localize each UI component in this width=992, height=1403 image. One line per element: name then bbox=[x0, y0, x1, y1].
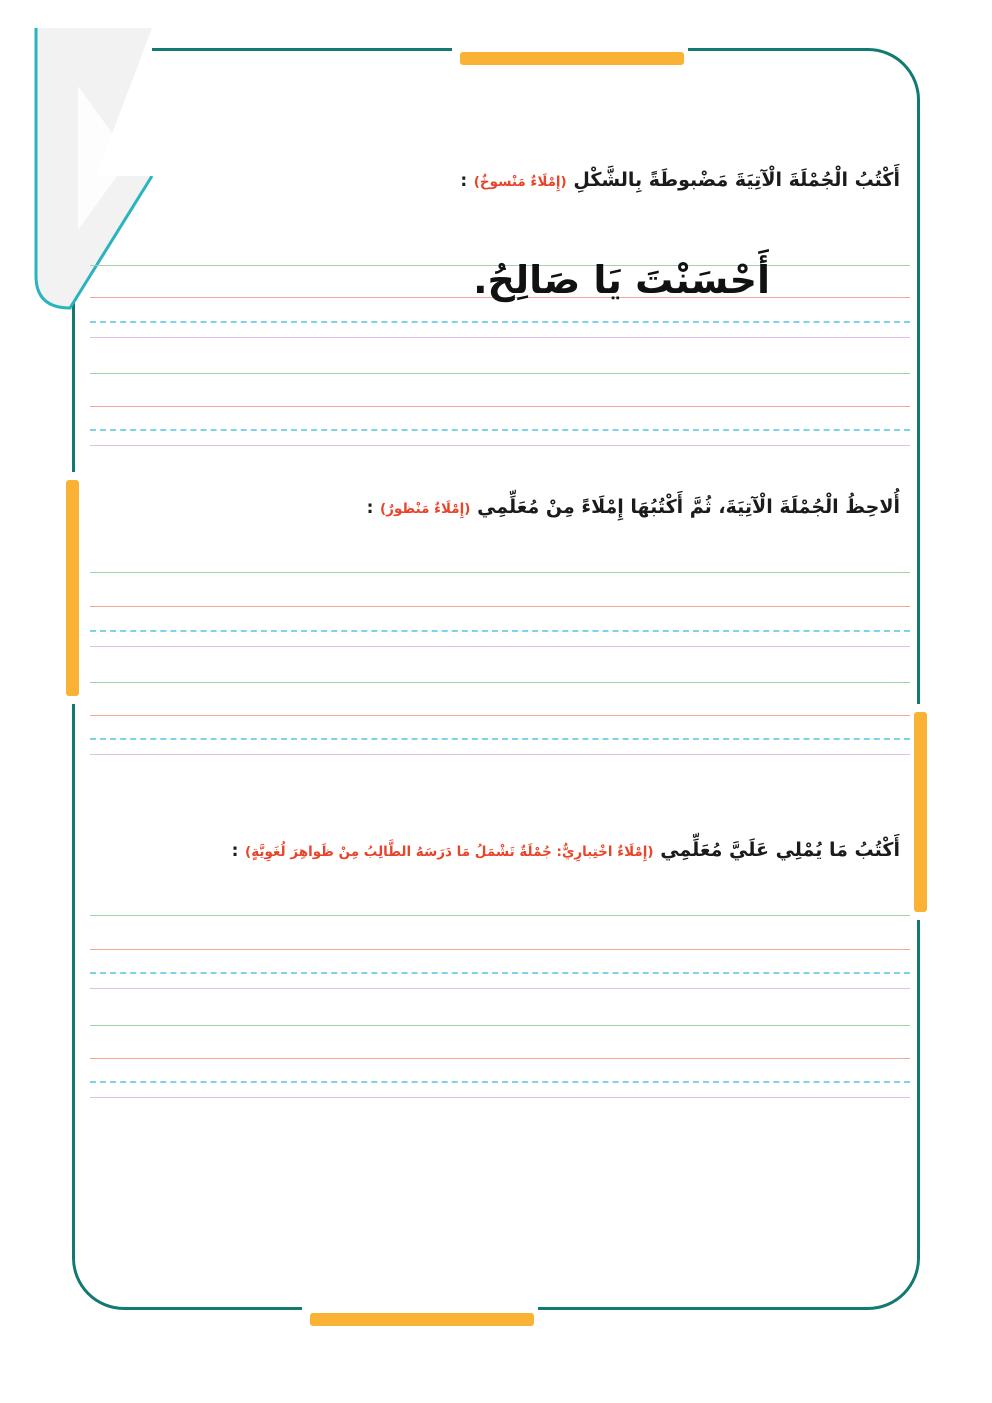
rule-line-violet bbox=[90, 646, 910, 647]
exercise-2-colon: : bbox=[366, 498, 374, 518]
accent-bar-left bbox=[66, 480, 79, 696]
exercise-2-hint: (إِمْلَاءٌ مَنْظورٌ) bbox=[380, 501, 471, 517]
rule-line-violet bbox=[90, 988, 910, 989]
exercise-3-hint: (إِمْلَاءٌ اخْتِبارِيٌّ: جُمْلَةٌ تَشْمَلُ مَا دَرَسَهُ الطَّالِبُ مِنْ ظَواهِرَ لُغَوِيَّةٍ) bbox=[245, 844, 654, 860]
rule-line-green bbox=[90, 1025, 910, 1026]
rule-line-dashed bbox=[90, 321, 910, 323]
rule-line-dashed bbox=[90, 1081, 910, 1083]
rule-line-dashed bbox=[90, 429, 910, 431]
exercise-2-instruction bbox=[367, 495, 900, 520]
exercise-1-colon: : bbox=[460, 171, 468, 191]
rule-line-green bbox=[90, 572, 910, 573]
exercise-1-instruction-text: أَكْتُبُ الْجُمْلَةَ الْآتِيَةَ مَضْبوطَةً بِالشَّكْلِ bbox=[573, 169, 900, 191]
rule-line-green bbox=[90, 373, 910, 374]
exercise-3-colon: : bbox=[231, 841, 239, 861]
rule-line-violet bbox=[90, 445, 910, 446]
rule-line-violet bbox=[90, 337, 910, 338]
rule-line-dashed bbox=[90, 630, 910, 632]
worksheet-content bbox=[90, 0, 910, 1403]
accent-bar-right bbox=[914, 712, 927, 912]
rule-line-salmon bbox=[90, 1058, 910, 1059]
rule-line-salmon bbox=[90, 606, 910, 607]
rule-line-dashed bbox=[90, 738, 910, 740]
rule-line-salmon bbox=[90, 715, 910, 716]
exercise-1-answer-text: أَحْسَنْتَ يَا صَالِحُ. bbox=[473, 258, 770, 302]
rule-line-green bbox=[90, 915, 910, 916]
rule-line-salmon bbox=[90, 949, 910, 950]
exercise-3-instruction-text: أَكْتُبُ مَا يُمْلِي عَلَيَّ مُعَلِّمِي bbox=[660, 839, 900, 861]
exercise-1-hint: (إِمْلَاءٌ مَنْسوخٌ) bbox=[473, 174, 567, 190]
rule-line-green bbox=[90, 682, 910, 683]
rule-line-dashed bbox=[90, 972, 910, 974]
rule-line-violet bbox=[90, 754, 910, 755]
exercise-3-instruction bbox=[232, 838, 900, 863]
exercise-1-instruction bbox=[460, 168, 900, 193]
exercise-2-instruction-text: أُلاحِظُ الْجُمْلَةَ الْآتِيَةَ، ثُمَّ أَكْتُبُهَا إِمْلَاءً مِنْ مُعَلِّمِي bbox=[477, 496, 900, 518]
rule-line-salmon bbox=[90, 406, 910, 407]
rule-line-violet bbox=[90, 1097, 910, 1098]
